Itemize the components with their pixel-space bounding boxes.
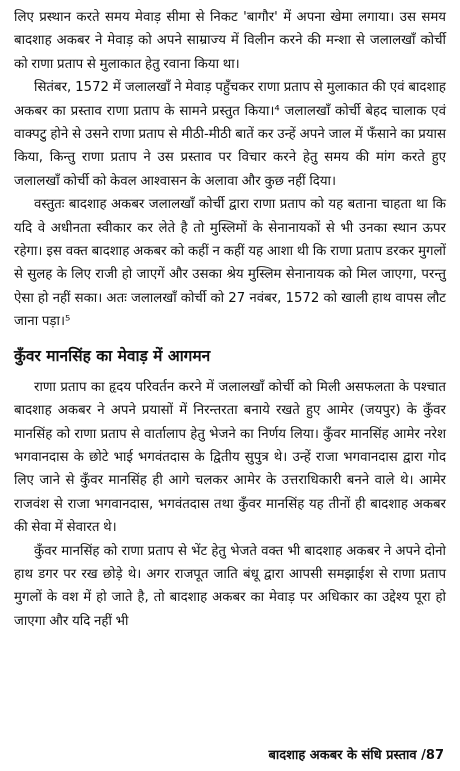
- paragraph-3: वस्तुतः बादशाह अकबर जलालखाँ कोर्ची द्वारा राणा प्रताप को यह बताना चाहता था कि यदि वे अधीनता स्वीकार कर लेते है तो मुस्लिमों के सेनानायकों से भी उनका स्थान ऊपर रहेगा। इस वक्त बादशाह अकबर को कहीं न कहीं यह आशा थी कि राणा प्रताप डरकर मुगलों से सुलह के लिए राजी हो जाएगें और उसका श्रेय मुस्लिम सेनानायक को मिल जाएगा, परन्तु ऐसा हो नहीं सका। अतः जलालखाँ कोर्ची को 27 नवंबर, 1572 को खाली हाथ वापस लौट जाना पड़ा।⁵: [14, 197, 446, 330]
- paragraph-1: लिए प्रस्थान करते समय मेवाड़ सीमा से निकट 'बागौर' में अपना खेमा लगाया। उस समय बादशाह अकबर ने मेवाड़ को अपने साम्राज्य में विलीन करने की मन्शा से जलालखाँ कोर्ची को राणा प्रताप से मुलाकात हेतु रवाना किया था।: [14, 10, 446, 72]
- paragraph-4: राणा प्रताप का हृदय परिवर्तन करने में जलालखाँ कोर्ची को मिली असफलता के पश्चात बादशाह अकबर ने अपने प्रयासों में निरन्तरता बनाये रखते हुए आमेर (जयपुर) के कुँवर मानसिंह को राणा प्रताप से वार्तालाप हेतु भेजने का निर्णय लिया। कुँवर मानसिंह आमेर नरेश भगवानदास के छोटे भाई भगवंतदास के द्वितीय सुपुत्र थे। उन्हें राजा भगवानदास द्वारा गोद लिए जाने से कुँवर मानसिंह ही आगे चलकर आमेर के उत्तराधिकारी बनने वाले थे। आमेर राजवंश से राजा भगवानदास, भगवंतदास तथा कुँवर मानसिंह यह तीनों ही बादशाह अकबर की सेवा में सेवारत थे।: [14, 379, 446, 536]
- section-heading: कुँवर मानसिंह का मेवाड़ में आगमन: [14, 346, 211, 365]
- paragraph-2: सितंबर, 1572 में जलालखाँ ने मेवाड़ पहुँचकर राणा प्रताप से मुलाकात की एवं बादशाह अकबर का प्रस्ताव राणा प्रताप के सामने प्रस्तुत किया।⁴ जलालखाँ कोर्ची बेहद चालाक एवं वाक्पटु होने से उसने राणा प्रताप से मीठी-मीठी बातें कर उन्हें अपने जाल में फँसाने का प्रयास किया, किन्तु राणा प्रताप ने उस प्रस्ताव पर विचार करने हेतु समय की मांग करते हुए जलालखाँ कोर्ची को केवल आश्वासन के अलावा और कुछ नहीं दिया।: [14, 80, 446, 189]
- page-footer: बादशाह अकबर के संधि प्रस्ताव /87: [268, 748, 444, 763]
- paragraph-5: कुँवर मानसिंह को राणा प्रताप से भेंट हेतु भेजते वक्त भी बादशाह अकबर ने अपने दोनो हाथ डगर पर रख छोड़े थे। अगर राजपूत जाति बंधू द्वारा आपसी समझाईश से राणा प्रताप मुगलों के वश में हो जाते है, तो बादशाह अकबर का मेवाड़ पर अधिकार का उद्देश्य पूरा हो जाएगा और यदि नहीं भी: [14, 543, 446, 629]
